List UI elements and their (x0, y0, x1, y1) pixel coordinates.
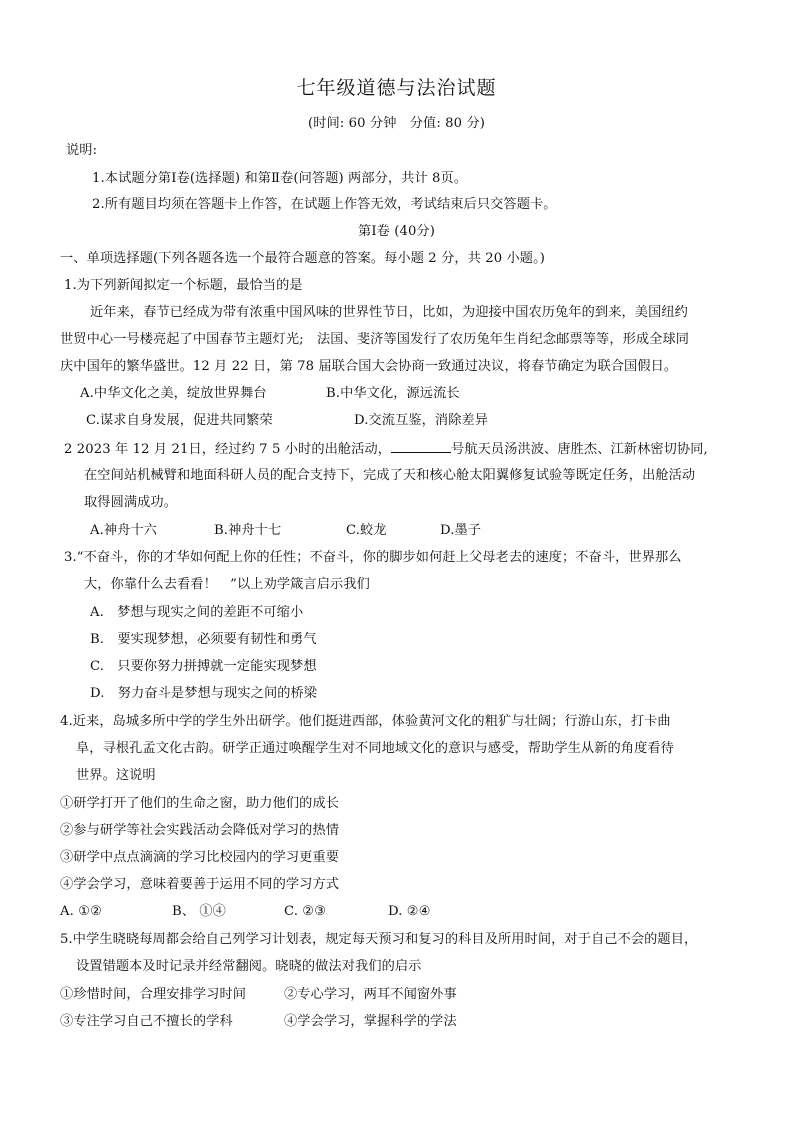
q4-option-a: A. ①② (60, 904, 103, 919)
q2-option-a: A.神舟十六 (90, 523, 158, 538)
q1-passage-line: 庆中国年的繁华盛世。12 月 22 日，第 78 届联合国大会协商一致通过决议，将春节确定为联合国假日。 (60, 359, 678, 374)
q4-option-b: B、 ①④ (172, 904, 226, 919)
q1-passage-line: 近年来，春节已经成为带有浓重中国风味的世界性节日，比如，为迎接中国农历兔年的到来，美国纽约 (90, 305, 688, 320)
q2-line: 取得圆满成功。 (84, 495, 178, 510)
q1-option-b: B.中华文化，源远流长 (326, 386, 460, 401)
q4-statement: ①研学打开了他们的生命之窗，助力他们的成长 (60, 796, 340, 811)
q4-line: 阜，寻根孔孟文化古韵。研学正通过唤醒学生对不同地域文化的意识与感受，帮助学生从新的角度看待 (76, 741, 674, 756)
q1-passage-line: 世贸中心一号楼亮起了中国春节主题灯光; 法国、斐济等国发行了农历兔年生肖纪念邮票等等，形成全球同 (60, 332, 690, 347)
q3-option-a: A. 梦想与现实之间的差距不可缩小 (90, 605, 304, 620)
q5-statement: ③专注学习自己不擅长的学科 (60, 1014, 233, 1029)
q5-statement: ②专心学习，两耳不闻窗外事 (284, 987, 457, 1002)
section-heading: 一、单项选择题(下列各题各选一个最符合题意的答案。每小题 2 分，共 20 小题。) (60, 251, 546, 266)
instructions-heading: 说明: (66, 143, 98, 158)
q4-option-d: D. ②④ (388, 904, 431, 919)
q5-line: 5.中学生晓晓每周都会给自己列学习计划表，规定每天预习和复习的科目及所用时间，对于自己不会的题目， (60, 932, 698, 947)
q1-option-c: C.谋求自身发展，促进共同繁荣 (86, 413, 273, 428)
answer-blank (391, 440, 451, 453)
q3-option-d: D. 努力奋斗是梦想与现实之间的桥梁 (90, 686, 318, 701)
section-title: 第Ⅰ卷 (40分) (358, 224, 435, 239)
q1-option-a: A.中华文化之美，绽放世界舞台 (80, 386, 267, 401)
instruction-item: 1.本试题分第Ⅰ卷(选择题) 和第Ⅱ卷(问答题) 两部分，共计 8页。 (92, 171, 468, 186)
q2-line (64, 440, 708, 459)
exam-title: 七年级道德与法治试题 (296, 77, 497, 99)
q4-statement: ④学会学习，意味着要善于运用不同的学习方式 (60, 877, 340, 892)
q2-option-b: B.神舟十七 (214, 523, 282, 538)
q3-line: 3.“不奋斗，你的才华如何配上你的任性；不奋斗，你的脚步如何赶上父母老去的速度；不奋斗，世界那么 (64, 550, 682, 565)
q3-line: 大，你靠什么去看看！ ”以上劝学箴言启示我们 (84, 577, 370, 592)
q4-statement: ③研学中点点滴滴的学习比校园内的学习更重要 (60, 850, 340, 865)
time-score-note: (时间: 60 分钟 分值: 80 分) (307, 116, 485, 131)
q4-line: 世界。这说明 (76, 768, 156, 783)
instruction-item: 2.所有题目均须在答题卡上作答，在试题上作答无效，考试结束后只交答题卡。 (92, 197, 557, 212)
q3-option-c: C. 只要你努力拼搏就一定能实现梦想 (90, 659, 317, 674)
q2-line: 在空间站机械臂和地面科研人员的配合支持下，完成了天和核心舱太阳翼修复试验等既定任务，出舱活动 (84, 468, 696, 483)
q4-line: 4.近来，岛城多所中学的学生外出研学。他们挺进西部，体验黄河文化的粗犷与壮阔；行游山东，打卡曲 (60, 714, 671, 729)
q5-line: 设置错题本及时记录并经常翻阅。晓晓的做法对我们的启示 (76, 959, 422, 974)
q5-statement: ①珍惜时间，合理安排学习时间 (60, 987, 247, 1002)
q4-statement: ②参与研学等社会实践活动会降低对学习的热情 (60, 823, 340, 838)
q2-option-d: D.墨子 (440, 523, 482, 538)
q4-option-c: C. ②③ (284, 904, 327, 919)
q1-option-d: D.交流互鉴，消除差异 (354, 413, 489, 428)
q3-option-b: B. 要实现梦想，必须要有韧性和勇气 (90, 632, 317, 647)
q2-option-c: C.蛟龙 (346, 523, 387, 538)
q2-line-end: 号航天员汤洪波、唐胜杰、江新林密切协同, (451, 442, 708, 457)
q5-statement: ④学会学习，掌握科学的学法 (284, 1014, 457, 1029)
q1-stem: 1.为下列新闻拟定一个标题，最恰当的是 (64, 278, 303, 293)
q2-line-start: 2 2023 年 12 月 21日，经过约 7 5 小时的出舱活动， (64, 442, 392, 457)
